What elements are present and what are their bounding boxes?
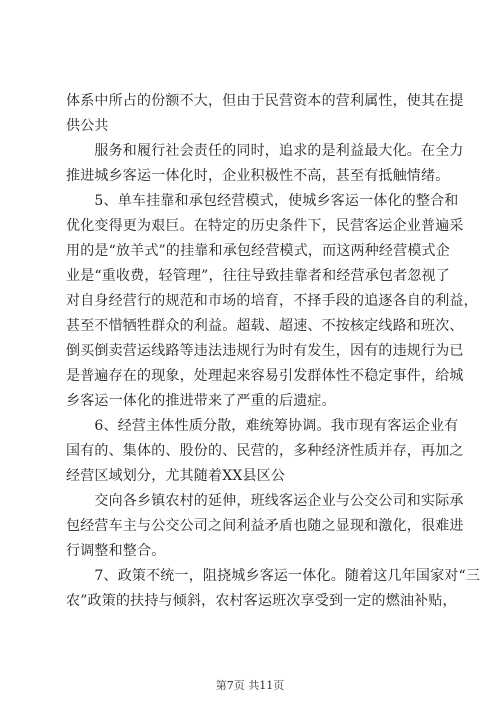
text-line: 交向各乡镇农村的延伸，班线客运企业与公交公司和实际承	[66, 493, 464, 509]
text-line: 包经营车主与公交公司之间利益矛盾也随之显现和激化，很难进	[66, 518, 464, 534]
text-line: 6、经营主体性质分散，难统筹协调。我市现有客运企业有	[66, 418, 459, 434]
text-line: 供公共	[66, 118, 109, 134]
text-line: 农”政策的扶持与倾斜，农村客运班次享受到一定的燃油补贴，	[66, 593, 457, 609]
text-line: 是普遍存在的现象，处理起来容易引发群体性不稳定事件，给城	[66, 368, 464, 384]
text-line: 乡客运一体化的推进带来了严重的后遗症。	[66, 393, 336, 409]
text-line: 对自身经营行的规范和市场的培育，不择手段的追逐各自的利益，	[66, 293, 478, 309]
text-line: 5、单车挂靠和承包经营模式，使城乡客运一体化的整合和	[66, 193, 459, 209]
page-number-footer: 第7页 共11页	[215, 679, 285, 692]
text-line: 服务和履行社会责任的同时，追求的是利益最大化。在全力	[66, 143, 464, 159]
text-line: 用的是“放羊式”的挂靠和承包经营模式，而这两种经营模式企	[66, 243, 450, 259]
text-line: 推进城乡客运一体化时，企业积极性不高，甚至有抵触情绪。	[66, 168, 450, 184]
text-line: 业是“重收费，轻管理”，往往导致挂靠者和经营承包者忽视了	[66, 268, 450, 284]
text-line: 体系中所占的份额不大，但由于民营资本的营利属性，使其在提	[66, 93, 464, 109]
text-line: 经营区域划分，尤其随着XX县区公	[66, 468, 286, 484]
document-body	[66, 89, 481, 614]
text-line: 国有的、集体的、股份的、民营的，多种经济性质并存，再加之	[66, 443, 464, 459]
text-line: 甚至不惜牺牲群众的利益。超载、超速、不按核定线路和班次、	[66, 318, 464, 334]
text-line: 7、政策不统一，阻挠城乡客运一体化。随着这几年国家对“三	[66, 568, 481, 584]
text-line: 优化变得更为艰巨。在特定的历史条件下，民营客运企业普遍采	[66, 218, 464, 234]
text-line: 行调整和整合。	[66, 543, 166, 559]
text-line: 倒买倒卖营运线路等违法违规行为时有发生，因有的违规行为已	[66, 343, 464, 359]
